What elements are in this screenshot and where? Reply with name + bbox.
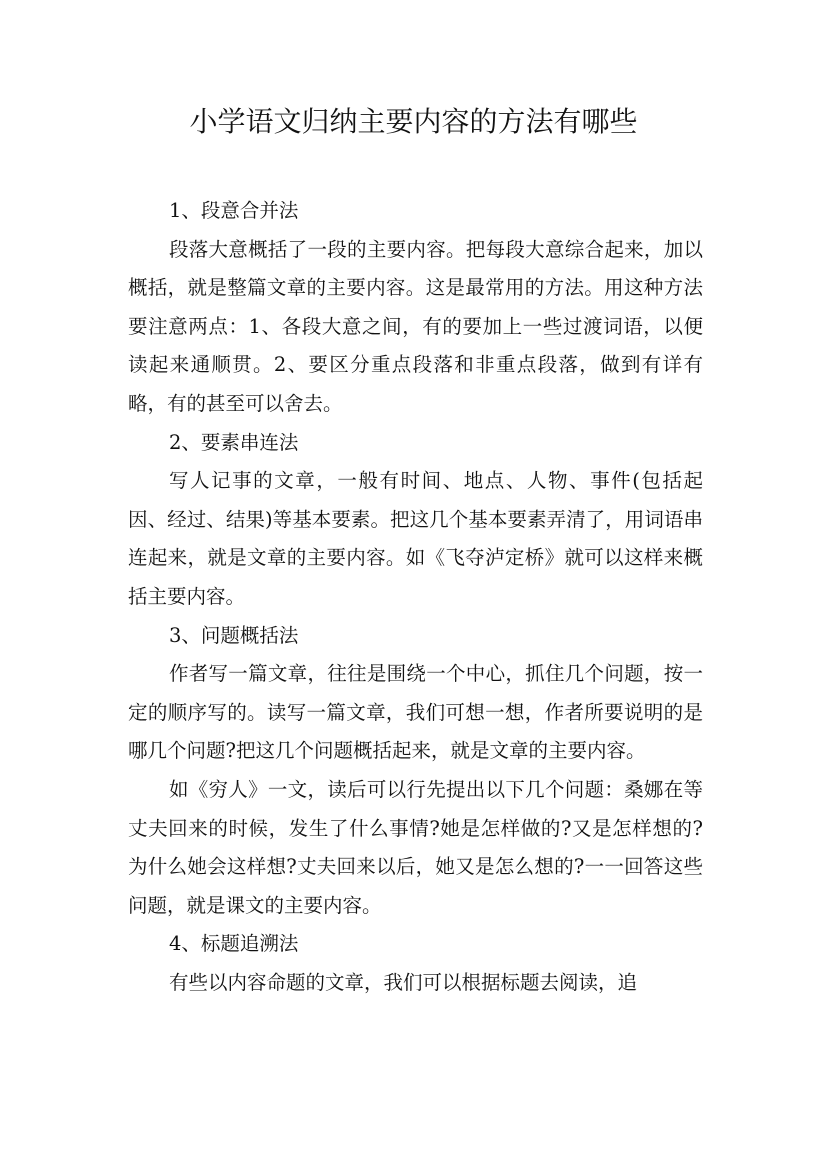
paragraph: 如《穷人》一文，读后可以行先提出以下几个问题：桑娜在等丈夫回来的时候，发生了什么事情?她是怎样做的?又是怎样想的?为什么她会这样想?丈夫回来以后，她又是怎么想的?一一回答这些问题，就是课文的主要内容。 [128, 777, 703, 917]
section-heading-2: 2、要素串连法 [168, 430, 299, 454]
document-title: 小学语文归纳主要内容的方法有哪些 [189, 105, 638, 138]
document-body [128, 192, 703, 1002]
paragraph: 写人记事的文章，一般有时间、地点、人物、事件(包括起因、经过、结果)等基本要素。把这几个基本要素弄清了，用词语串连起来，就是文章的主要内容。如《飞夺泸定桥》就可以这样来概括主要内容。 [128, 469, 703, 608]
section-heading-4: 4、标题追溯法 [168, 932, 299, 956]
paragraph: 有些以内容命题的文章，我们可以根据标题去阅读，追 [168, 970, 637, 994]
paragraph: 段落大意概括了一段的主要内容。把每段大意综合起来，加以概括，就是整篇文章的主要内容。这是最常用的方法。用这种方法要注意两点：1、各段大意之间，有的要加上一些过渡词语，以便读起来通顺贯。2、要区分重点段落和非重点段落，做到有详有略，有的甚至可以舍去。 [128, 237, 703, 415]
section-heading-1: 1、段意合并法 [168, 199, 299, 222]
section-heading-3: 3、问题概括法 [168, 623, 299, 647]
paragraph: 作者写一篇文章，往往是围绕一个中心，抓住几个问题，按一定的顺序写的。读写一篇文章，我们可想一想，作者所要说明的是哪几个问题?把这几个问题概括起来，就是文章的主要内容。 [128, 662, 703, 763]
